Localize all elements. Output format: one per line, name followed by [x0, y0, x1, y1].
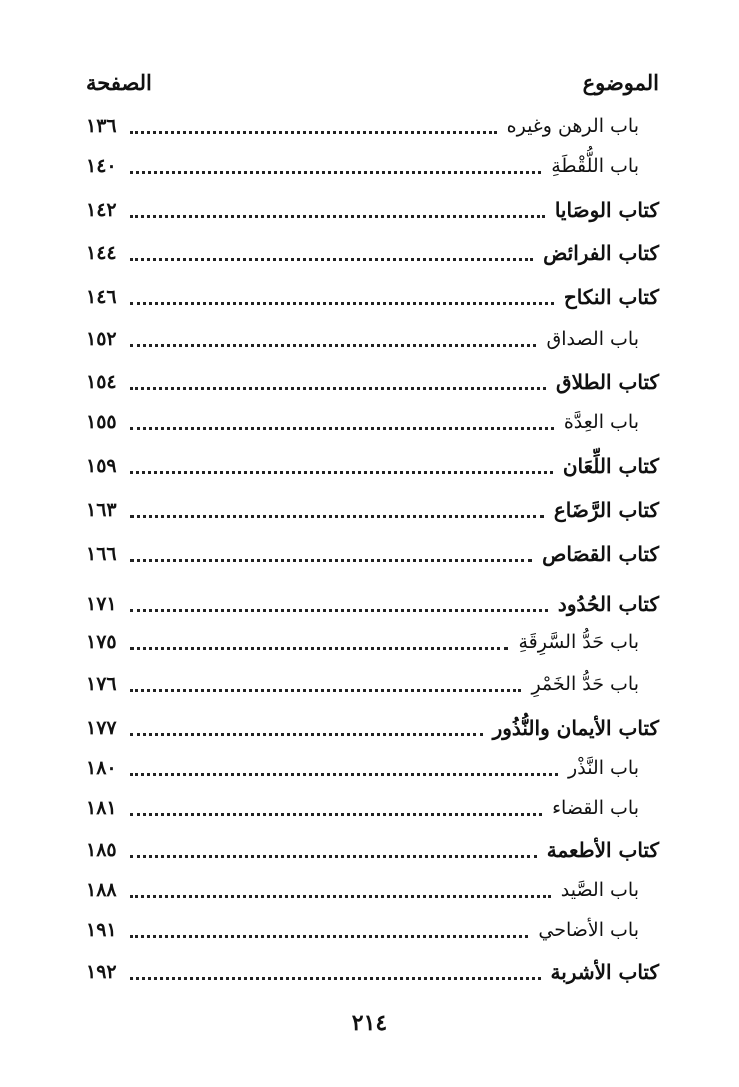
toc-entry-page: ١٦٦	[86, 543, 117, 565]
toc-entry	[86, 192, 659, 226]
toc-entry-title: باب النَّذْر	[568, 757, 639, 779]
toc-entry-title: كتاب الحُدُود	[557, 592, 659, 616]
toc-entry	[86, 321, 659, 355]
toc-entry-title: باب حَدُّ الخَمْرِ	[531, 673, 639, 695]
dot-leader	[130, 302, 554, 305]
dot-leader	[130, 427, 554, 430]
toc-entry-page: ١٧٦	[86, 673, 117, 695]
dot-leader	[130, 559, 532, 562]
toc-entry-title: باب الصَّيد	[560, 879, 639, 901]
dot-leader	[130, 258, 533, 261]
toc-entry-title: كتاب اللِّعَان	[562, 454, 659, 478]
toc-entry-title: باب الرهن وغيره	[506, 115, 639, 137]
toc-entry	[86, 790, 659, 824]
toc-entry-title: كتاب الأشربة	[550, 960, 659, 984]
toc-entry-title: باب الصداق	[546, 328, 639, 350]
toc-entry-title: كتاب القصَاص	[542, 542, 659, 566]
page-column-heading: الصفحة	[86, 70, 152, 95]
dot-leader	[130, 935, 528, 938]
toc-entry-page: ١٨١	[86, 797, 117, 819]
toc-entry-title: باب العِدَّة	[563, 411, 639, 433]
topic-column-heading: الموضوع	[582, 70, 659, 95]
toc-entry-page: ١٨٨	[86, 879, 117, 901]
toc-entry-page: ١٦٣	[86, 499, 117, 521]
page-number: ٢١٤	[351, 1010, 388, 1036]
toc-entry-page: ١٤٤	[86, 242, 117, 264]
toc-entry-page: ١٩١	[86, 919, 117, 941]
toc-entry-title: كتاب الطلاق	[556, 370, 659, 394]
toc-entry-title: كتاب الوصَايا	[554, 198, 659, 222]
toc-entry	[86, 279, 659, 313]
toc-entry-title: باب القضاء	[552, 797, 639, 819]
table-of-contents	[86, 108, 659, 988]
dot-leader	[130, 131, 497, 134]
toc-entry-title: باب اللُّقْطَةِ	[551, 155, 639, 177]
toc-entry	[86, 536, 659, 570]
toc-entry-page: ١٧٧	[86, 717, 117, 739]
toc-entry	[86, 148, 659, 182]
toc-entry	[86, 954, 659, 988]
toc-entry	[86, 364, 659, 398]
dot-leader	[130, 609, 548, 612]
toc-entry-page: ١٥٥	[86, 411, 117, 433]
toc-entry	[86, 872, 659, 906]
dot-leader	[130, 387, 546, 390]
toc-entry	[86, 404, 659, 438]
toc-entry-page: ١٧١	[86, 593, 117, 615]
toc-entry	[86, 448, 659, 482]
toc-entry	[86, 492, 659, 526]
toc-entry-page: ١٥٤	[86, 371, 117, 393]
dot-leader	[130, 689, 521, 692]
toc-entry	[86, 832, 659, 866]
toc-entry-title: كتاب الرَّضَاع	[553, 498, 659, 522]
dot-leader	[130, 977, 541, 980]
toc-entry-page: ١٤٠	[86, 155, 117, 177]
toc-entry-title: كتاب الفرائض	[543, 241, 659, 265]
toc-entry-page: ١٤٦	[86, 286, 117, 308]
dot-leader	[130, 471, 553, 474]
toc-entry-title: كتاب النكاح	[563, 285, 659, 309]
dot-leader	[130, 647, 508, 650]
toc-entry-page: ١٥٢	[86, 328, 117, 350]
toc-entry	[86, 235, 659, 269]
dot-leader	[130, 813, 542, 816]
toc-entry-page: ١٨٥	[86, 839, 117, 861]
toc-entry-page: ١٧٥	[86, 631, 117, 653]
toc-entry	[86, 710, 659, 744]
dot-leader	[130, 515, 544, 518]
toc-entry-title: باب حَدُّ السَّرِقَةِ	[518, 631, 639, 653]
toc-header	[86, 70, 659, 104]
toc-entry	[86, 624, 659, 658]
dot-leader	[130, 171, 541, 174]
toc-entry-page: ١٩٢	[86, 961, 117, 983]
toc-entry-page: ١٤٢	[86, 199, 117, 221]
dot-leader	[130, 895, 551, 898]
toc-entry-page: ١٣٦	[86, 115, 117, 137]
toc-entry-title: باب الأضاحي	[538, 919, 639, 941]
dot-leader	[130, 344, 536, 347]
toc-entry	[86, 666, 659, 700]
toc-entry-page: ١٨٠	[86, 757, 117, 779]
dot-leader	[130, 855, 537, 858]
toc-entry	[86, 750, 659, 784]
toc-entry	[86, 912, 659, 946]
toc-entry-page: ١٥٩	[86, 455, 117, 477]
toc-entry-title: كتاب الأيمان والنُّذُور	[492, 716, 659, 740]
dot-leader	[130, 773, 558, 776]
toc-entry	[86, 108, 659, 142]
toc-entry-title: كتاب الأطعمة	[546, 838, 659, 862]
dot-leader	[130, 215, 545, 218]
dot-leader	[130, 733, 483, 736]
toc-entry	[86, 586, 659, 620]
